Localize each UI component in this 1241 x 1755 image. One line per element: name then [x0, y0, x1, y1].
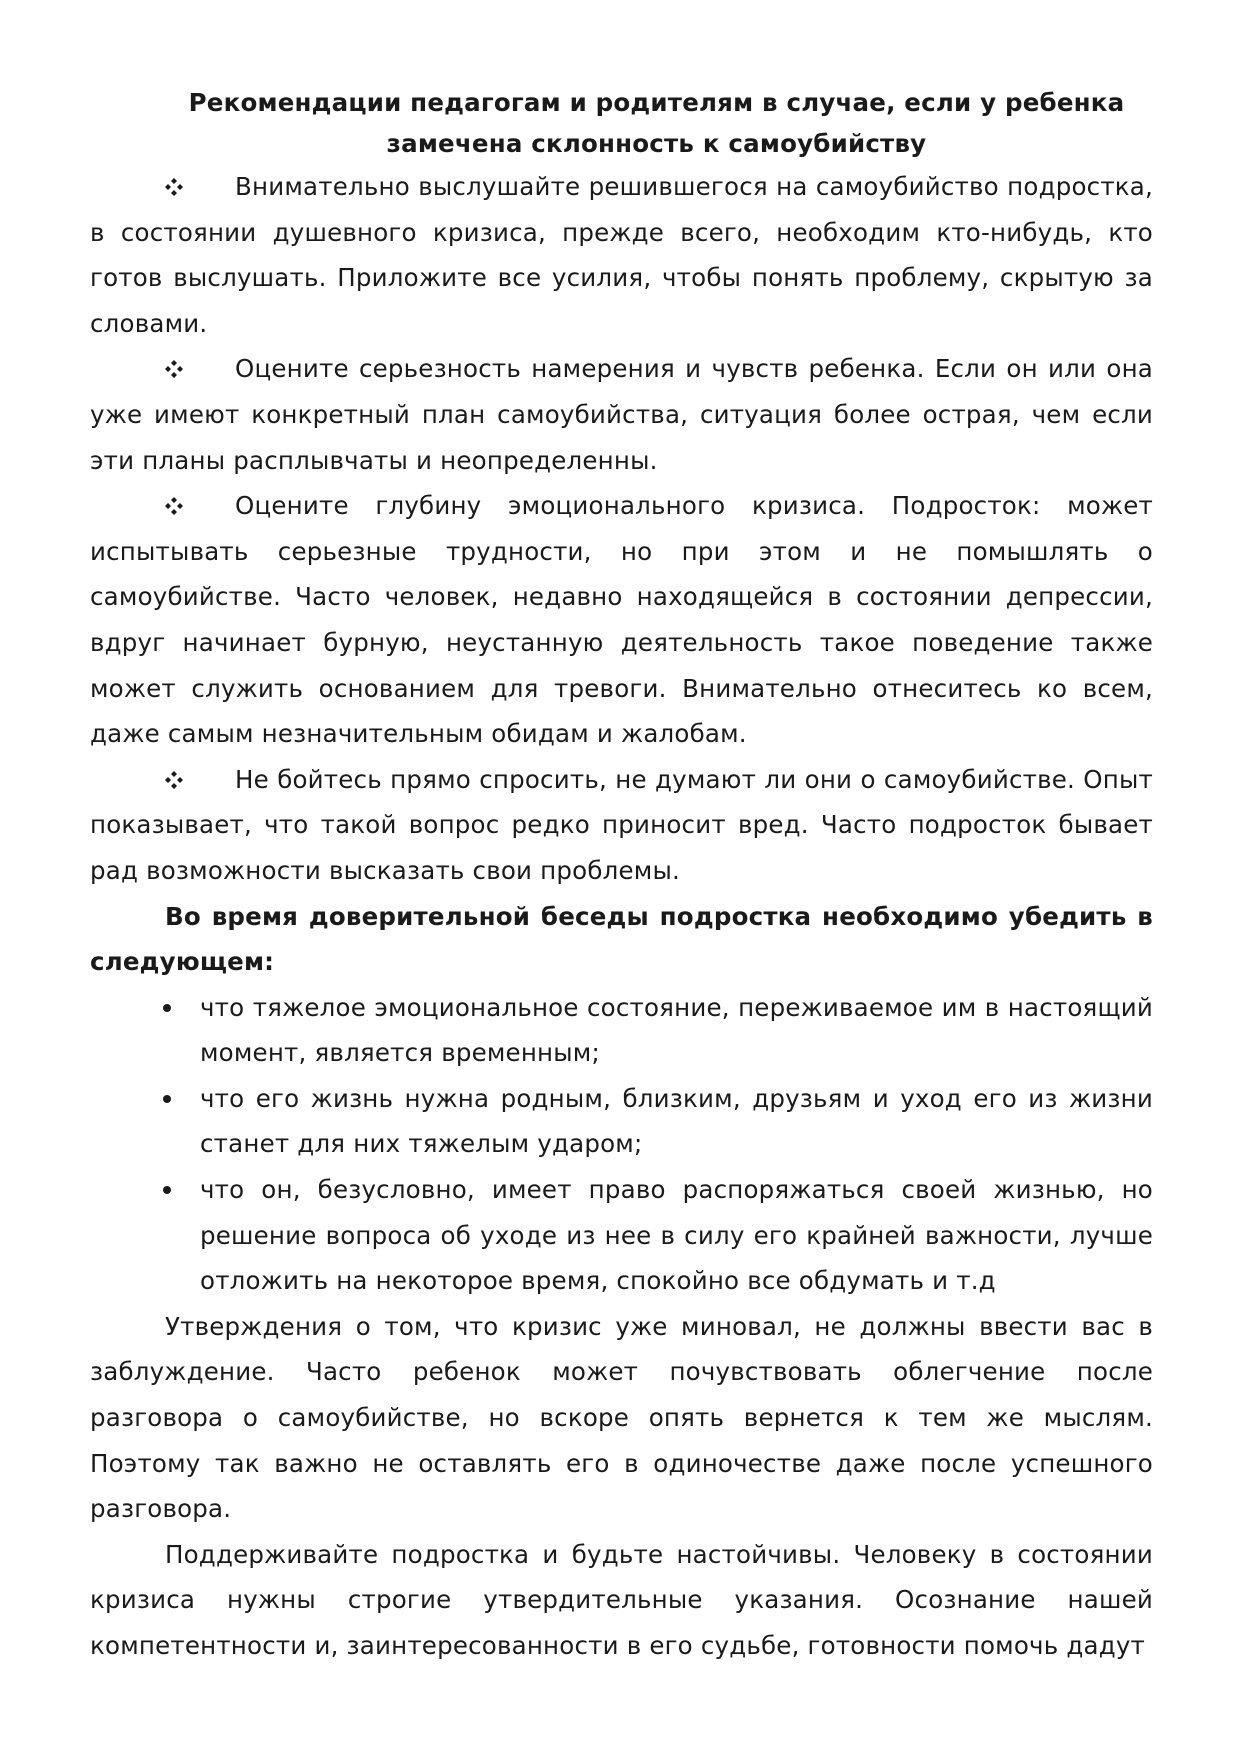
recommendation-text: Оцените глубину эмоционального кризиса. Подросток: может испытывать серьезные трудности, но при этом и не помышлять о самоубийстве. Часто человек, недавно находящейся в состоянии депрессии, вдруг начинает бурную, неустанную деятельность такое поведение также может служить основанием для тревоги. Внимательно отнеситесь ко всем, даже самым незначительным обидам и жалобам.: [90, 491, 1153, 749]
title-line-2: замечена склонность к самоубийству: [386, 129, 927, 158]
list-item: [200, 1076, 1153, 1167]
round-bullet-icon: [163, 1095, 171, 1103]
body-paragraph: Утверждения о том, что кризис уже миновал, не должны ввести вас в заблуждение. Часто ребенок может почувствовать облегчение после разговора о самоубийстве, но вскоре опять вернется к тем же мыслям. Поэтому так важно не оставлять его в одиночестве даже после успешного разговора.: [90, 1311, 1153, 1524]
round-bullet-icon: [163, 1004, 171, 1012]
belief-list: [90, 985, 1153, 1304]
document-page: [90, 82, 1153, 1669]
document-title: [90, 82, 1153, 164]
four-diamond-bullet-icon: [165, 497, 183, 515]
four-diamond-bullet-icon: [165, 178, 183, 196]
recommendation-item: [90, 757, 1153, 894]
list-item: [200, 1167, 1153, 1304]
list-item-text: что он, безусловно, имеет право распоряжаться своей жизнью, но решение вопроса об уходе из нее в силу его крайней важности, лучше отложить на некоторое время, спокойно все обдумать и т.д: [200, 1175, 1153, 1296]
list-item-text: что его жизнь нужна родным, близким, друзьям и уход его из жизни станет для них тяжелым ударом;: [200, 1083, 1153, 1159]
list-item-text: что тяжелое эмоциональное состояние, переживаемое им в настоящий момент, является временным;: [200, 992, 1153, 1068]
four-diamond-bullet-icon: [165, 360, 183, 378]
title-line-1: Рекомендации педагогам и родителям в случае, если у ребенка: [188, 88, 1125, 117]
recommendation-text: Внимательно выслушайте решившегося на самоубийство подростка, в состоянии душевного кризиса, прежде всего, необходим кто-нибудь, кто готов выслушать. Приложите все усилия, чтобы понять проблему, скрытую за словами.: [90, 172, 1153, 338]
recommendation-item: [90, 346, 1153, 483]
round-bullet-icon: [163, 1186, 171, 1194]
list-item: [200, 985, 1153, 1076]
recommendation-item: [90, 164, 1153, 346]
four-diamond-bullet-icon: [165, 771, 183, 789]
section-heading: Во время доверительной беседы подростка необходимо убедить в следующем:: [90, 901, 1153, 977]
recommendation-item: [90, 483, 1153, 757]
recommendation-text: Не бойтесь прямо спросить, не думают ли они о самоубийстве. Опыт показывает, что такой вопрос редко приносит вред. Часто подросток бывает рад возможности высказать свои проблемы.: [90, 764, 1153, 885]
recommendation-text: Оцените серьезность намерения и чувств ребенка. Если он или она уже имеют конкретный план самоубийства, ситуация более острая, чем если эти планы расплывчаты и неопределенны.: [90, 354, 1153, 475]
body-paragraph: Поддерживайте подростка и будьте настойчивы. Человеку в состоянии кризиса нужны строгие утвердительные указания. Осознание нашей компетентности и, заинтересованности в его судьбе, готовности помочь дадут: [90, 1539, 1153, 1660]
